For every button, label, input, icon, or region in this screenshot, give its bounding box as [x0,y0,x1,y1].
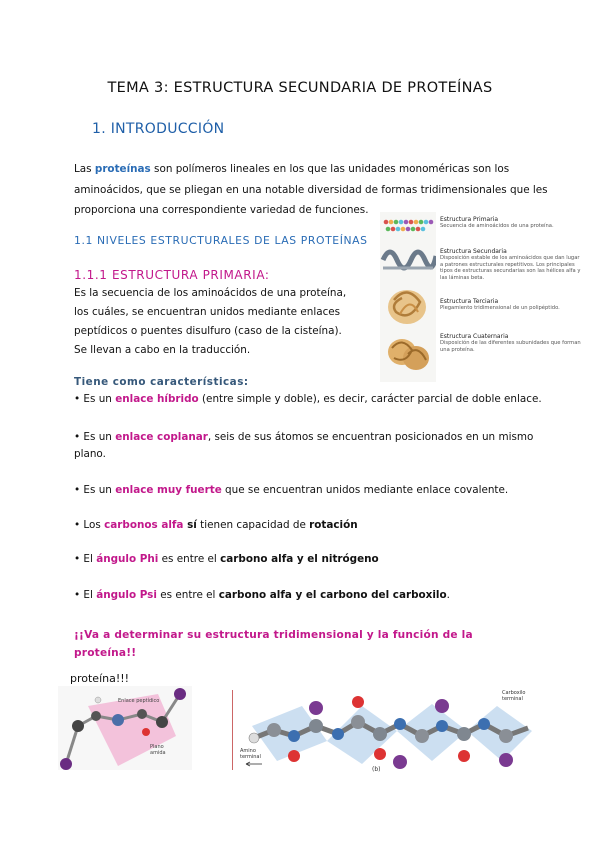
emphasis-statement [74,626,473,662]
polypeptide-chain-figure [232,686,538,774]
figure-level-secondary: Estructura Secundaria Disposición estable de los aminoácidos que dan lugar a patrones estructurales repetitivos. Los principales tipos de estructuras secundarias son las hélices alfa y las láminas beta. [440,248,581,281]
primary-line-4: Se llevan a cabo en la traducción. [74,344,251,356]
carboxyl-terminal-label: Carboxilo terminal [502,690,526,702]
primary-line-3: peptídicos o puentes disulfuro (caso de la cisteína). [74,325,342,337]
intro-line-3: proporciona una correspondiente variedad de funciones. [74,204,369,216]
page-title: TEMA 3: ESTRUCTURA SECUNDARIA DE PROTEÍNAS [107,80,493,96]
term-proteinas: proteínas [94,163,151,175]
emphasis-line-2: proteína!! [74,647,137,659]
primary-line-2: los cuáles, se encuentran unidos mediante enlaces [74,306,341,318]
bullet-enlace-fuerte: • Es un enlace muy fuerte que se encuentran unidos mediante enlace covalente. [74,484,509,496]
bullet-angulo-phi: • El ángulo Phi es entre el carbono alfa y el nitrógeno [74,553,379,565]
figure-level-primary: Estructura Primaria Secuencia de aminoácidos de una proteína. [440,216,554,229]
primary-line-1: Es la secuencia de los aminoácidos de una proteína, [74,287,347,299]
bullet-carbonos-alfa: • Los carbonos alfa sí tienen capacidad de rotación [74,519,358,531]
figure-level-tertiary: Estructura Terciaria Plegamiento tridimensional de un polipéptido. [440,298,560,311]
section-heading-primaria: 1.1.1 ESTRUCTURA PRIMARIA: [74,268,270,282]
overflow-text: proteína!!! [70,672,130,685]
intro-line-2: aminoácidos, que se pliegan en una notable diversidad de formas tridimensionales que les [74,183,548,196]
section-heading-introduccion: 1. INTRODUCCIÓN [92,121,225,137]
section-heading-niveles: 1.1 NIVELES ESTRUCTURALES DE LAS PROTEÍNAS [74,234,368,247]
features-heading: Tiene como características: [74,376,249,388]
bullet-enlace-coplanar-cont: plano. [74,448,106,460]
amino-terminal-label: Amino terminal [240,748,261,760]
figure-divider [232,690,233,770]
intro-line-1: Las proteínas son polímeros lineales en los que las unidades monoméricas son los [74,163,510,175]
emphasis-line-1: ¡¡Va a determinar su estructura tridimensional y la función de la [74,629,473,641]
bullet-enlace-hibrido: • Es un enlace híbrido (entre simple y doble), es decir, carácter parcial de doble enlace. [74,393,542,405]
peptide-bond-figure [58,686,192,770]
tertiary-fold-icon [388,290,426,324]
panel-label: (b) [372,766,381,773]
bullet-enlace-coplanar: • Es un enlace coplanar, seis de sus átomos se encuentran posicionados en un mismo [74,431,534,443]
peptide-bond-label: Enlace peptídico [118,698,160,704]
figure-level-quaternary: Estructura Cuaternaria Disposición de las diferentes subunidades que forman una proteína. [440,333,581,353]
amide-plane-label: Plano amida [150,744,166,756]
protein-levels-figure [380,212,584,382]
bullet-angulo-psi: • El ángulo Psi es entre el carbono alfa y el carbono del carboxilo. [74,589,450,601]
polypeptide-chain-illustration [232,686,538,774]
primary-paragraph [74,284,346,360]
protein-levels-illustration [380,212,436,382]
